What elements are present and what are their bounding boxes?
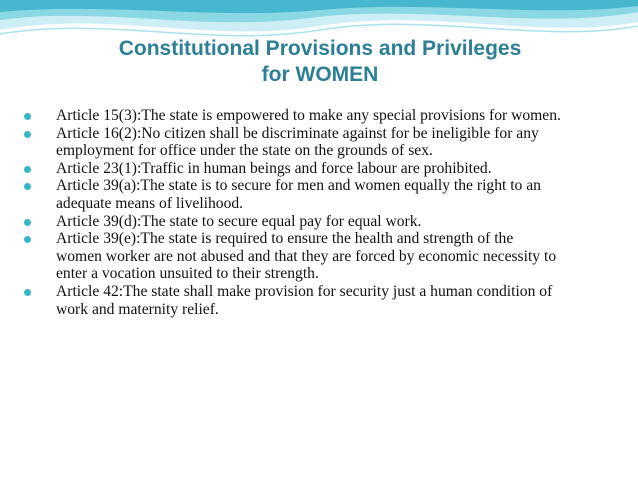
bullet-dot-icon (24, 289, 31, 296)
bullet-list (22, 107, 562, 318)
list-item (22, 283, 562, 318)
bullet-dot-icon (24, 131, 31, 138)
bullet-dot-icon (24, 166, 31, 173)
title-line-1: Constitutional Provisions and Privileges (118, 37, 522, 60)
bullet-dot-icon (24, 219, 31, 226)
bullet-dot-icon (24, 236, 31, 243)
slide-title (60, 36, 580, 88)
bullet-text: Article 23(1):Traffic in human beings and force labour are prohibited. (56, 159, 492, 177)
bullet-text: Article 15(3):The state is empowered to make any special provisions for women. (56, 107, 561, 124)
list-item (22, 107, 562, 125)
list-item (22, 213, 562, 231)
bullet-dot-icon (24, 183, 31, 190)
bullet-text: Article 16(2):No citizen shall be discriminate against for be ineligible for any employment for office under the state on the grounds of sex. (56, 124, 539, 160)
bullet-dot-icon (24, 113, 31, 120)
list-item (22, 160, 562, 178)
list-item (22, 125, 562, 160)
list-item (22, 230, 562, 283)
list-item (22, 177, 562, 212)
bullet-text: Article 42:The state shall make provision for security just a human condition of work and maternity relief. (56, 282, 553, 318)
bullet-text: Article 39(d):The state to secure equal pay for equal work. (56, 212, 422, 230)
bullet-text: Article 39(a):The state is to secure for men and women equally the right to an adequate means of livelihood. (56, 177, 541, 212)
bullet-text: Article 39(e):The state is required to ensure the health and strength of the women worker are not abused and that they are forced by economic necessity to enter a vocation unsuited to their strength. (56, 230, 557, 283)
title-line-2: for WOMEN (261, 63, 379, 86)
